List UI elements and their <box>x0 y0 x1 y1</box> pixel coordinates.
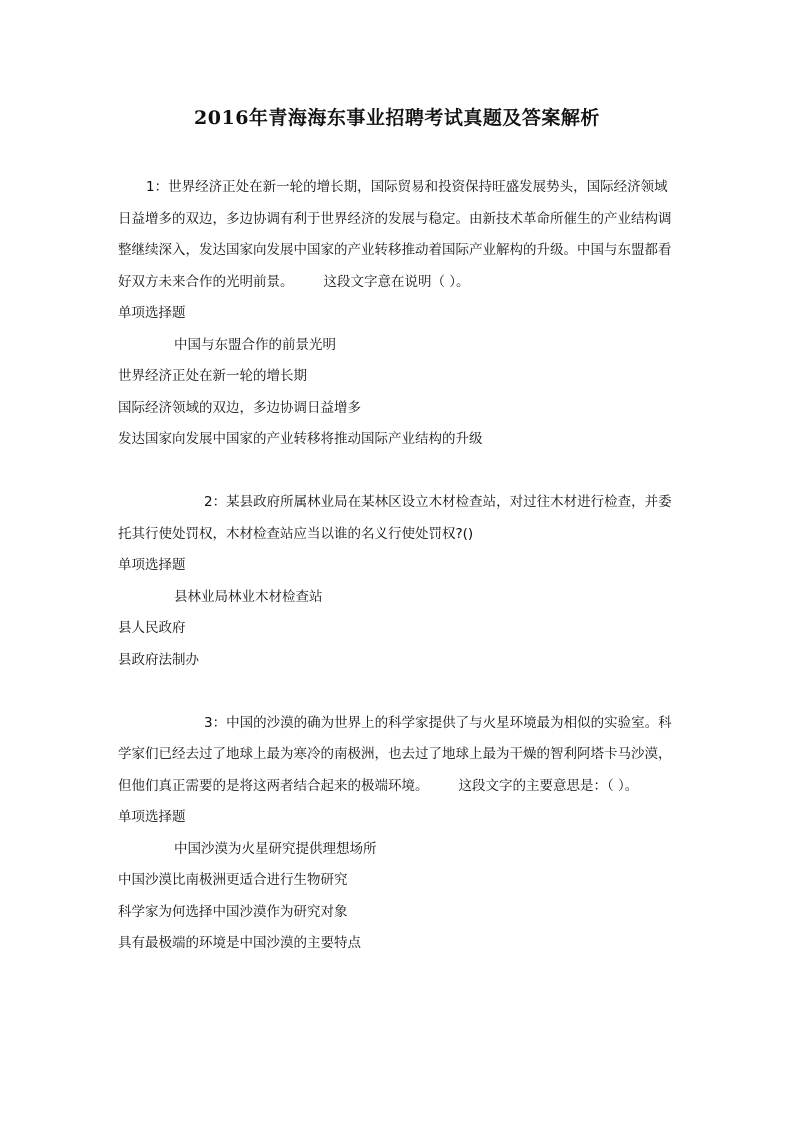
question-2 <box>118 487 678 676</box>
option-item[interactable]: 中国沙漠比南极洲更适合进行生物研究 <box>118 872 348 888</box>
page-title: 2016年青海海东事业招聘考试真题及答案解析 <box>194 107 600 129</box>
option-item[interactable]: 县林业局林业木材检查站 <box>174 588 323 605</box>
option-item[interactable]: 县政府法制办 <box>118 651 199 668</box>
option-item[interactable]: 世界经济正处在新一轮的增长期 <box>118 368 307 384</box>
question-type: 单项选择题 <box>118 305 186 321</box>
option-item[interactable]: 中国与东盟合作的前景光明 <box>174 336 336 353</box>
question-type: 单项选择题 <box>118 809 186 825</box>
question-list <box>118 172 678 960</box>
question-prompt: 这段文字的主要意思是：（ ）。 <box>458 777 639 794</box>
question-text: 2：某县政府所属林业局在某林区设立木材检查站，对过往木材进行检查，并委托其行使处罚权，木材检查站应当以谁的名义行使处罚权?() <box>118 494 672 542</box>
question-prompt: 这段文字意在说明（ ）。 <box>323 273 470 290</box>
option-item[interactable]: 国际经济领域的双边，多边协调日益增多 <box>118 399 361 416</box>
question-text: 3：中国的沙漠的确为世界上的科学家提供了与火星环境最为相似的实验室。科学家们已经去过了地球上最为寒冷的南极洲，也去过了地球上最为干燥的智利阿塔卡马沙漠，但他们真正需要的是将这两者结合起来的极端环境。 <box>118 714 672 794</box>
option-item[interactable]: 具有最极端的环境是中国沙漠的主要特点 <box>118 935 361 951</box>
question-stem <box>118 708 678 803</box>
option-item[interactable]: 发达国家向发展中国家的产业转移将推动国际产业结构的升级 <box>118 431 483 447</box>
option-item[interactable]: 县人民政府 <box>118 620 186 636</box>
question-1 <box>118 172 678 456</box>
question-3 <box>118 708 678 960</box>
option-item[interactable]: 科学家为何选择中国沙漠作为研究对象 <box>118 903 348 920</box>
option-item[interactable]: 中国沙漠为火星研究提供理想场所 <box>174 840 377 857</box>
question-text: 1：世界经济正处在新一轮的增长期，国际贸易和投资保持旺盛发展势头，国际经济领域日益增多的双边，多边协调有利于世界经济的发展与稳定。由新技术革命所催生的产业结构调整继续深入，发达国家向发展中国家的产业转移推动着国际产业解构的升级。中国与东盟都看好双方未来合作的光明前景。 <box>118 179 672 290</box>
question-stem <box>118 487 678 550</box>
question-type: 单项选择题 <box>118 557 186 573</box>
question-stem <box>118 172 678 298</box>
